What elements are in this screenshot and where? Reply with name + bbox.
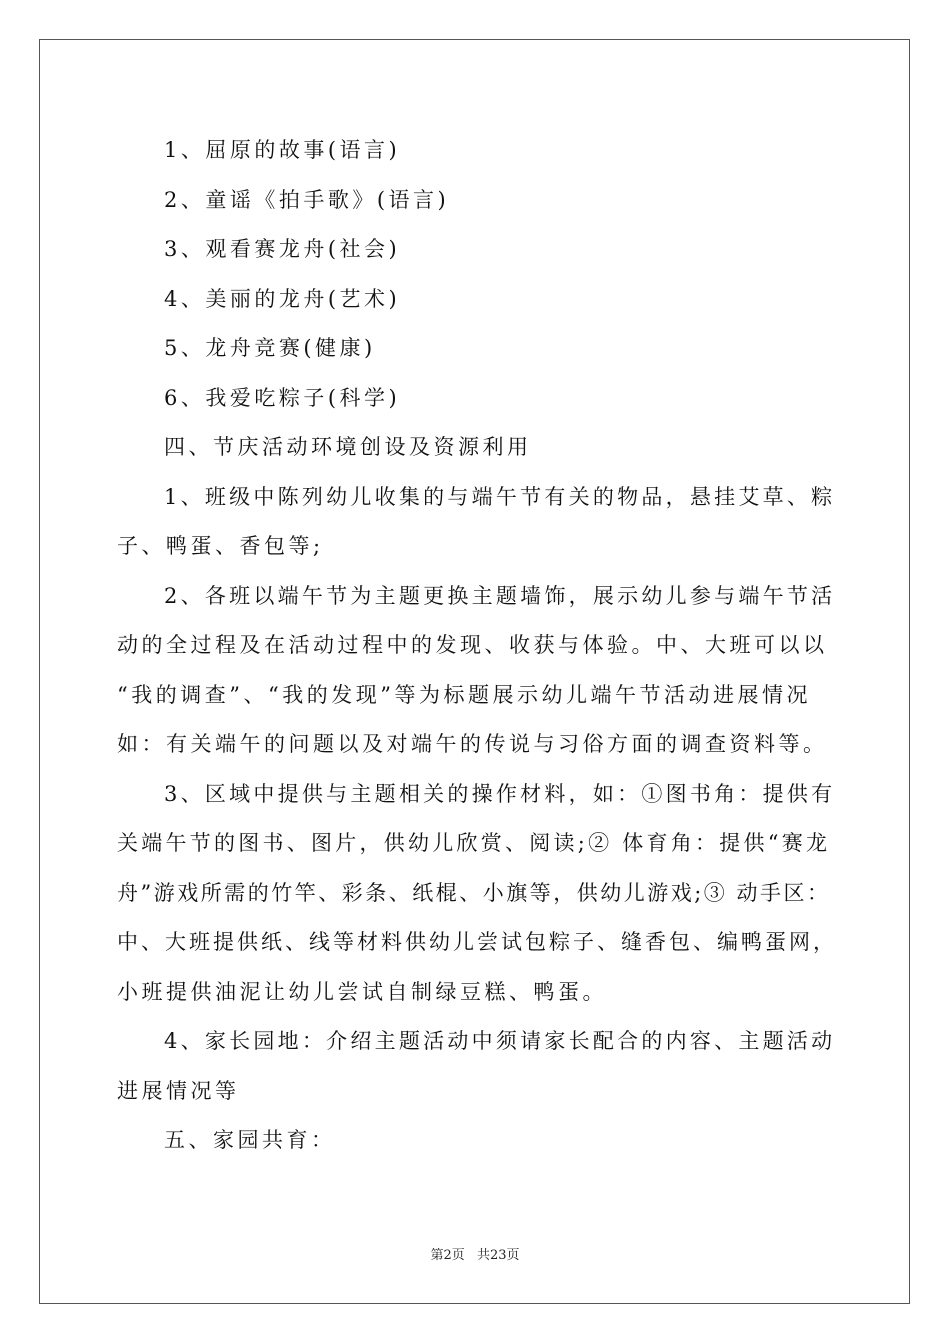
text-line: 子、鸭蛋、香包等; [117, 534, 324, 558]
text-line: 如：有关端午的问题以及对端午的传说与习俗方面的调查资料等。 [117, 732, 828, 756]
current-page-number: 第2页 [430, 1248, 465, 1263]
document-body [117, 126, 837, 1166]
text-line: 1、屈原的故事(语言) [164, 138, 401, 162]
section-heading: 五、家园共育： [164, 1128, 336, 1152]
text-line: 中、大班提供纸、线等材料供幼儿尝试包粽子、缝香包、编鸭蛋网， [117, 930, 837, 954]
section-heading: 四、节庆活动环境创设及资源利用 [164, 435, 532, 459]
text-line: 2、各班以端午节为主题更换主题墙饰，展示幼儿参与端午节活 [164, 583, 836, 608]
text-line: “我的调查”、“我的发现”等为标题展示幼儿端午节活动进展情况 [117, 682, 811, 707]
text-line: 进展情况等 [117, 1078, 240, 1103]
total-page-count: 共23页 [476, 1248, 520, 1263]
text-line: 舟”游戏所需的竹竿、彩条、纸棍、小旗等，供幼儿游戏;③ 动手区： [117, 880, 831, 905]
text-line: 小班提供油泥让幼儿尝试自制绿豆糕、鸭蛋。 [117, 979, 607, 1004]
text-line: 2、童谣《拍手歌》(语言) [164, 187, 450, 212]
text-line: 6、我爱吃粽子(科学) [164, 385, 401, 410]
page-footer [0, 1244, 950, 1263]
text-line: 关端午节的图书、图片，供幼儿欣赏、阅读;② 体育角：提供“赛龙 [117, 831, 831, 855]
text-line: 4、美丽的龙舟(艺术) [164, 286, 401, 311]
text-line: 3、区域中提供与主题相关的操作材料，如：①图书角：提供有 [164, 781, 836, 806]
text-line: 3、观看赛龙舟(社会) [164, 237, 401, 261]
text-line: 4、家长园地：介绍主题活动中须请家长配合的内容、主题活动 [164, 1029, 836, 1053]
text-line: 5、龙舟竞赛(健康) [164, 336, 376, 360]
text-line: 动的全过程及在活动过程中的发现、收获与体验。中、大班可以以 [117, 633, 828, 657]
text-line: 1、班级中陈列幼儿收集的与端午节有关的物品，悬挂艾草、粽 [164, 484, 836, 509]
